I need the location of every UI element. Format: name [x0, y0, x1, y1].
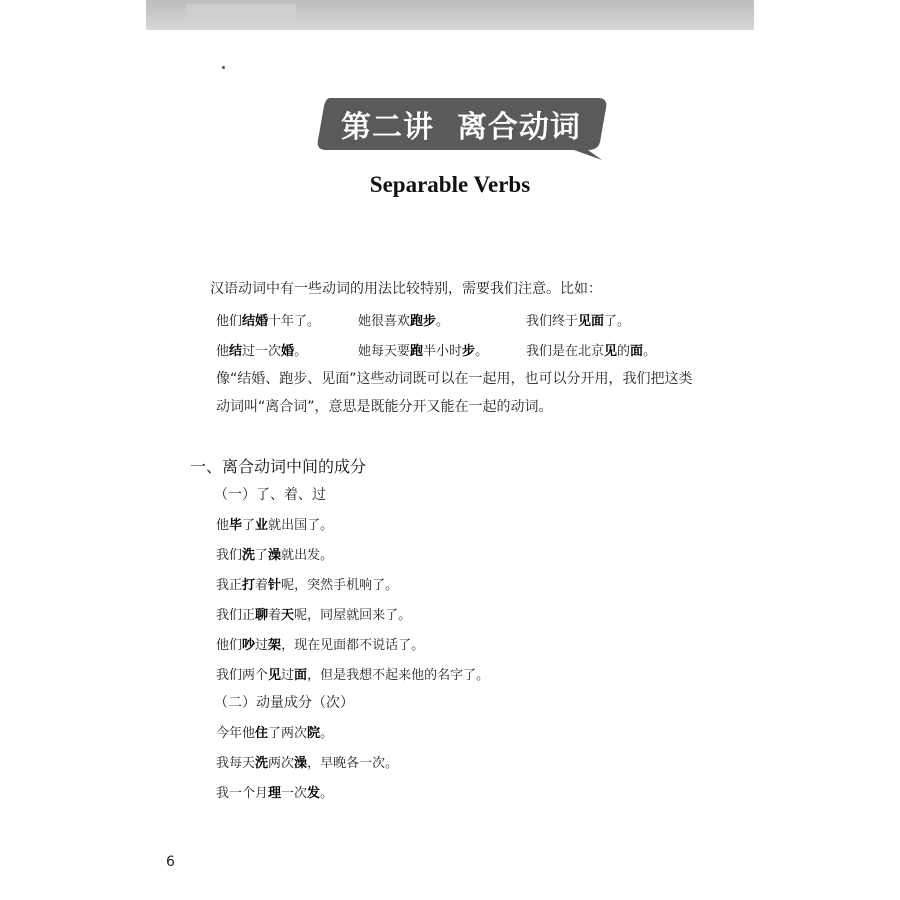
example-sentence: 我正打着针呢，突然手机响了。 [216, 578, 399, 593]
example-sentence: 她很喜欢跑步。 [358, 314, 450, 329]
chapter-subtitle: Separable Verbs [369, 172, 531, 197]
page-number: 6 [166, 854, 175, 870]
example-sentence: 我每天洗两次澡，早晚各一次。 [216, 756, 399, 771]
example-sentence: 他们吵过架，现在见面都不说话了。 [216, 638, 425, 653]
example-sentence: 今年他住了两次院。 [216, 726, 334, 741]
paragraph-line: 动词叫“离合词”，意思是既能分开又能在一起的动词。 [216, 399, 553, 415]
chapter-number: 第二讲 [341, 110, 435, 145]
scan-speck [222, 66, 225, 69]
example-sentence: 我们正聊着天呢，同屋就回来了。 [216, 608, 412, 623]
subsection-heading: （一）了、着、过 [214, 487, 326, 503]
section-heading: 一、离合动词中间的成分 [190, 457, 367, 476]
scan-top-band [146, 0, 754, 30]
chapter-banner [316, 98, 606, 150]
document-page [146, 30, 754, 900]
intro-line: 汉语动词中有一些动词的用法比较特别，需要我们注意。比如： [210, 281, 602, 297]
chapter-title [316, 98, 606, 150]
example-sentence: 我们两个见过面，但是我想不起来他的名字了。 [216, 668, 490, 683]
example-sentence: 我一个月理一次发。 [216, 786, 334, 801]
example-sentence: 他们结婚十年了。 [216, 314, 321, 329]
example-sentence: 他毕了业就出国了。 [216, 518, 334, 533]
example-sentence: 她每天要跑半小时步。 [358, 344, 489, 359]
paragraph-line: 像“结婚、跑步、见面”这些动词既可以在一起用，也可以分开用，我们把这类 [216, 371, 693, 387]
example-sentence: 我们终于见面了。 [526, 314, 631, 329]
example-sentence: 我们是在北京见的面。 [526, 344, 657, 359]
scan-header-tab [186, 4, 296, 20]
subsection-heading: （二）动量成分（次） [214, 695, 354, 711]
example-sentence: 他结过一次婚。 [216, 344, 308, 359]
chapter-name: 离合动词 [456, 110, 581, 145]
example-sentence: 我们洗了澡就出发。 [216, 548, 334, 563]
